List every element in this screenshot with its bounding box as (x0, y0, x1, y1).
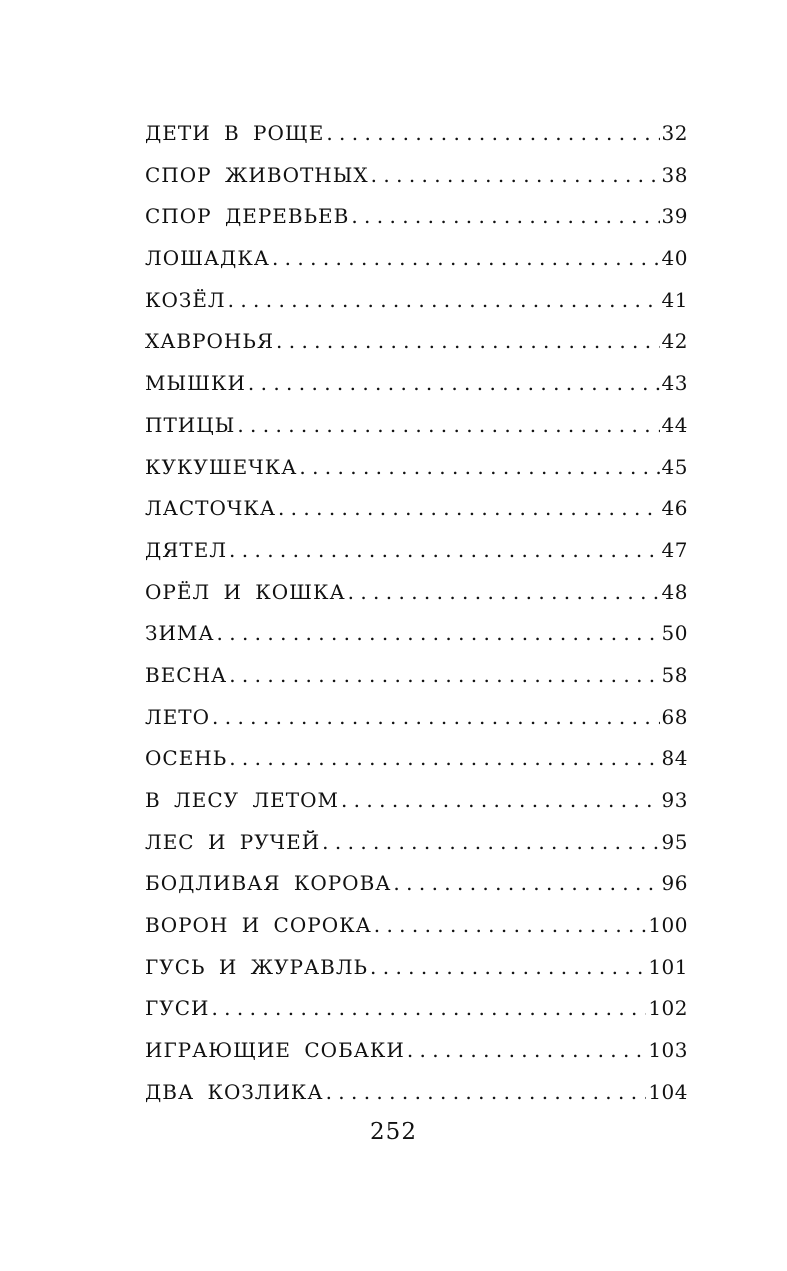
dot-leader (228, 280, 660, 322)
toc-entry-title: ГУСИ (145, 996, 210, 1021)
toc-entry (145, 321, 688, 363)
toc-entry (145, 405, 688, 447)
toc-entry (145, 280, 688, 322)
toc-entry-page: 95 (661, 829, 688, 854)
toc-entry-title: ПТИЦЫ (145, 412, 236, 437)
toc-entry (145, 530, 688, 572)
dot-leader (393, 863, 659, 905)
dot-leader (237, 405, 659, 447)
table-of-contents (145, 113, 688, 1114)
dot-leader (276, 321, 660, 363)
page-number: 252 (370, 1119, 417, 1145)
toc-entry-page: 93 (661, 788, 688, 812)
toc-entry (145, 113, 688, 155)
toc-entry-title: ИГРАЮЩИЕ СОБАКИ (145, 1038, 405, 1063)
dot-leader (326, 113, 659, 155)
dot-leader (229, 655, 659, 697)
toc-entry (145, 238, 688, 280)
toc-entry-page: 50 (661, 621, 688, 646)
toc-entry-title: ВОРОН И СОРОКА (145, 913, 372, 938)
toc-entry-page: 40 (661, 246, 688, 271)
dot-leader (322, 822, 659, 864)
dot-leader (341, 780, 660, 822)
toc-entry (145, 822, 688, 864)
dot-leader (212, 697, 660, 739)
toc-entry (145, 613, 688, 655)
toc-entry-page: 58 (661, 662, 688, 687)
toc-entry-title: ДЯТЕЛ (145, 537, 228, 562)
dot-leader (374, 905, 647, 947)
toc-entry-title: СПОР ЖИВОТНЫХ (145, 162, 369, 187)
toc-entry (145, 655, 688, 697)
toc-entry-title: ОРЁЛ И КОШКА (145, 579, 346, 604)
toc-entry-page: 48 (661, 579, 688, 604)
dot-leader (272, 238, 660, 280)
toc-entry-page: 102 (648, 996, 688, 1021)
toc-entry-page: 68 (661, 704, 688, 729)
toc-entry (145, 780, 688, 822)
dot-leader (326, 1072, 647, 1114)
toc-entry-page: 101 (648, 954, 688, 979)
toc-entry-title: ЛЕТО (145, 704, 211, 729)
toc-entry-title: ДВА КОЗЛИКА (145, 1079, 324, 1104)
toc-entry-page: 32 (661, 121, 688, 145)
toc-entry (145, 363, 688, 405)
toc-entry-title: ОСЕНЬ (145, 746, 228, 771)
dot-leader (299, 447, 659, 489)
toc-entry-title: ЛОШАДКА (145, 246, 270, 271)
dot-leader (407, 1030, 646, 1072)
toc-entry (145, 1072, 688, 1114)
toc-entry-title: В ЛЕСУ ЛЕТОМ (145, 788, 339, 812)
toc-entry-page: 39 (661, 204, 688, 229)
dot-leader (229, 738, 659, 780)
toc-entry (145, 572, 688, 614)
toc-entry (145, 863, 688, 905)
toc-entry-page: 45 (661, 454, 688, 479)
toc-entry (145, 196, 688, 238)
toc-entry-title: СПОР ДЕРЕВЬЕВ (145, 204, 350, 229)
toc-entry-page: 103 (648, 1038, 688, 1063)
toc-entry-page: 84 (661, 746, 688, 771)
toc-entry-title: ВЕСНА (145, 662, 228, 687)
toc-entry-title: КУКУШЕЧКА (145, 454, 298, 479)
toc-entry-page: 46 (661, 496, 688, 521)
dot-leader (211, 988, 646, 1030)
toc-entry-title: ХАВРОНЬЯ (145, 329, 275, 354)
toc-entry-page: 104 (648, 1079, 688, 1104)
dot-leader (351, 196, 659, 238)
toc-entry (145, 988, 688, 1030)
dot-leader (229, 530, 660, 572)
dot-leader (248, 363, 660, 405)
toc-entry-page: 42 (661, 329, 688, 354)
toc-entry-title: ГУСЬ И ЖУРАВЛЬ (145, 954, 369, 979)
dot-leader (278, 488, 660, 530)
toc-entry (145, 905, 688, 947)
toc-entry-title: МЫШКИ (145, 371, 246, 396)
toc-entry-title: ЛАСТОЧКА (145, 496, 276, 521)
toc-entry-title: КОЗЁЛ (145, 287, 226, 312)
dot-leader (371, 155, 660, 197)
toc-entry-page: 41 (661, 287, 688, 312)
toc-entry-title: БОДЛИВАЯ КОРОВА (145, 871, 392, 896)
dot-leader (370, 947, 646, 989)
toc-entry-title: ЛЕС И РУЧЕЙ (145, 829, 321, 854)
toc-entry (145, 447, 688, 489)
toc-entry-page: 47 (661, 537, 688, 562)
toc-entry-page: 100 (648, 913, 688, 938)
dot-leader (348, 572, 660, 614)
toc-entry-title: ДЕТИ В РОЩЕ (145, 121, 325, 145)
toc-entry (145, 697, 688, 739)
toc-entry (145, 947, 688, 989)
dot-leader (217, 613, 660, 655)
toc-entry (145, 155, 688, 197)
toc-entry (145, 488, 688, 530)
toc-entry-page: 43 (661, 371, 688, 396)
toc-entry (145, 738, 688, 780)
toc-entry-page: 96 (661, 871, 688, 896)
toc-entry (145, 1030, 688, 1072)
toc-entry-page: 38 (661, 162, 688, 187)
toc-entry-page: 44 (661, 412, 688, 437)
toc-entry-title: ЗИМА (145, 621, 215, 646)
